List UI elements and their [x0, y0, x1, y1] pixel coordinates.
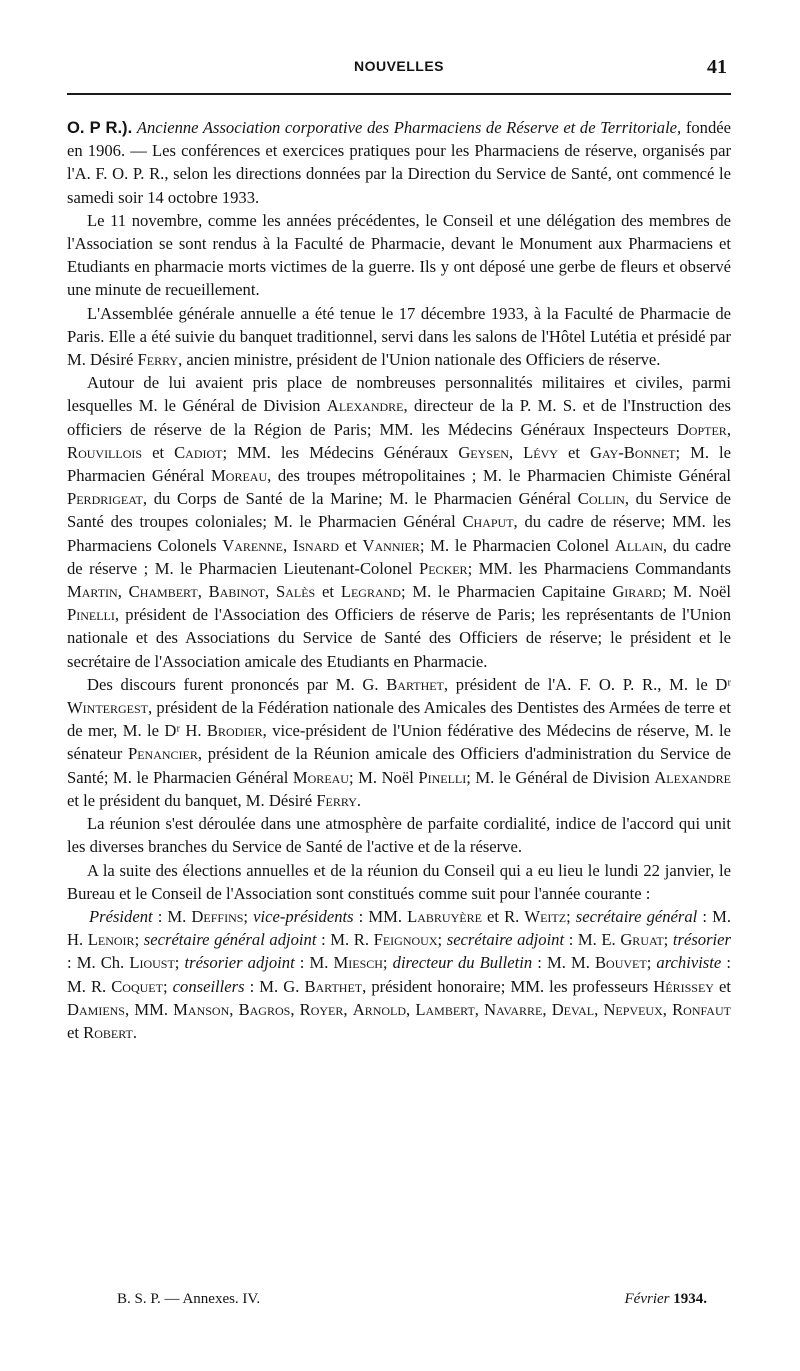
person-name: Chambert	[128, 582, 198, 602]
person-name: Wintergest	[67, 698, 148, 718]
person-name: Deval	[551, 999, 595, 1019]
role-label: secrétaire général	[575, 906, 698, 926]
text-segment: ,	[474, 999, 479, 1019]
person-name: Damiens	[67, 999, 125, 1019]
person-name: Nepveux	[603, 999, 663, 1019]
text-segment: ; M. le Pharmacien Capitaine	[400, 582, 606, 602]
text-segment: ;	[174, 953, 180, 973]
text-segment: : M. H.	[67, 906, 731, 950]
role-label: archiviste	[656, 953, 722, 973]
paragraph-text: fondée en 1906. — Les conférences et exercices pratiques pour les Pharmaciens de réserve, organisés par l'A. F. O. P. R., selon les directions données par la Direction du Service de Santé, ont commencé le samedi soir 14 octobre 1933.	[67, 118, 731, 207]
person-name: Lambert	[415, 999, 475, 1019]
text-segment: , président de l'A. F. O. P. R., M. le Dʳ	[443, 674, 732, 694]
person-name: Dopter	[676, 419, 727, 439]
text-segment: ,	[197, 582, 202, 602]
person-name: Allain	[614, 535, 663, 555]
text-segment: Autour de lui avaient pris place de nombreuses personnalités militaires et civiles, parmi lesquelles M. le Général de Division	[67, 373, 731, 416]
role-label: directeur du Bulletin	[392, 953, 533, 973]
text-segment: , ancien ministre, président de l'Union nationale des Officiers de réserve.	[178, 350, 661, 370]
paragraph-discours	[67, 673, 731, 812]
header-rule	[67, 93, 731, 95]
footer-date	[625, 1291, 707, 1308]
text-segment: et	[67, 1022, 79, 1042]
person-name: Brodier	[206, 721, 263, 741]
text-segment: ;	[437, 930, 443, 950]
text-segment: ; M. Noël	[661, 582, 731, 602]
person-name: Isnard	[292, 535, 340, 555]
person-name: Penancier	[128, 744, 198, 764]
text-segment: , du Corps de Santé de la Marine; M. le Pharmacien Général	[142, 489, 572, 509]
paragraph-bureau	[67, 905, 731, 1044]
text-segment: ;	[162, 976, 168, 996]
text-segment: : M.	[299, 953, 329, 973]
text-segment: Des discours furent prononcés par M. G.	[87, 674, 379, 694]
association-title: Ancienne Association corporative des Pharmaciens de Réserve et de Territoriale,	[136, 118, 682, 137]
person-name: Bouvet	[594, 953, 647, 973]
text-segment: et	[344, 535, 357, 555]
person-name: Navarre	[484, 999, 543, 1019]
person-name: Royer	[299, 999, 344, 1019]
paragraph-11-novembre	[67, 209, 731, 302]
text-segment: et	[568, 442, 580, 462]
person-name: Rouvillois	[67, 442, 143, 462]
text-segment: et le président du banquet, M. Désiré	[67, 790, 313, 810]
person-name: Martin	[67, 582, 118, 602]
text-segment: ; M. le Pharmacien Général	[67, 442, 732, 486]
text-segment: , MM.	[125, 999, 168, 1019]
text-segment: .	[132, 1022, 137, 1042]
person-name: Varenne	[222, 535, 283, 555]
person-name: Coquet	[111, 976, 163, 996]
person-name: Salès	[276, 582, 316, 602]
paragraph-reunion	[67, 812, 731, 858]
paragraph-text: Le 11 novembre, comme les années précédentes, le Conseil et une délégation des membres de l'Association se sont rendus à la Faculté de Pharmacie, devant le Monument aux Pharmaciens et Etudiants en pharmacie morts victimes de la guerre. Ils y ont déposé une gerbe de fleurs et observé une minute de recueillement.	[67, 210, 731, 300]
paragraph-afopr-intro	[67, 116, 731, 209]
person-name: Pinelli	[67, 605, 115, 625]
paragraph-assemblee-generale	[67, 302, 731, 372]
person-name: Alexandre	[326, 396, 404, 416]
text-segment: et	[719, 976, 731, 996]
person-name: Ferry	[137, 350, 179, 370]
text-segment: ,	[265, 582, 270, 602]
person-name: Hérissey	[653, 976, 714, 996]
person-name: Robert	[83, 1022, 133, 1042]
article-body	[67, 116, 731, 1044]
person-name: Barthet	[386, 674, 444, 694]
person-name: Pinelli	[418, 767, 467, 787]
person-name: Bagros	[238, 999, 291, 1019]
text-segment: et	[322, 582, 335, 602]
role-label: trésorier	[672, 930, 731, 950]
person-name: Babinot	[208, 582, 266, 602]
person-name: Chaput	[462, 512, 514, 532]
text-segment: ,	[726, 419, 731, 439]
text-segment: ;	[646, 953, 652, 973]
person-name: Feignoux	[373, 930, 438, 950]
text-segment: et R.	[487, 906, 520, 926]
text-segment: ;	[663, 930, 669, 950]
text-segment: ; M. le Général de Division	[466, 767, 650, 787]
person-name: Gruat	[620, 930, 664, 950]
text-segment: ,	[290, 999, 295, 1019]
text-segment: ; MM. les Pharmaciens Commandants	[467, 558, 731, 578]
person-name: Alexandre	[654, 767, 731, 787]
person-name: Pecker	[419, 558, 468, 578]
text-segment: ,	[343, 999, 348, 1019]
text-segment: : M. M.	[537, 953, 590, 973]
text-segment: ,	[229, 999, 234, 1019]
person-name: Ferry	[316, 790, 357, 810]
text-segment: ; M. Noël	[348, 767, 414, 787]
text-segment: , directeur de la P. M. S. et de l'Instruction des officiers de réserve de la Région de Paris; MM. les Médecins Généraux Inspecteurs	[67, 396, 731, 439]
person-name: Ronfaut	[672, 999, 731, 1019]
role-label: secrétaire adjoint	[446, 930, 565, 950]
paragraph-text: A la suite des élections annuelles et de la réunion du Conseil qui a eu lieu le lundi 22 janvier, le Bureau et le Conseil de l'Association sont constitués comme suit pour l'année courante :	[67, 860, 731, 903]
text-segment: L'Assemblée générale annuelle a été tenue le 17 décembre 1933, à la Faculté de Pharmacie de Paris. Elle a été suivie du banquet traditionnel, servi dans les salons de l'Hôtel Lutétia et présidé par M. Désiré	[67, 303, 731, 370]
person-name: Arnold	[352, 999, 407, 1019]
person-name: Vannier	[362, 535, 420, 555]
text-segment: : MM.	[358, 906, 403, 926]
text-segment: , du Service de Santé des troupes coloniales; M. le Pharmacien Général	[67, 489, 731, 532]
person-name: Deffins	[191, 906, 244, 926]
text-segment: ;	[243, 906, 249, 926]
text-segment: ,	[542, 999, 547, 1019]
text-segment: , du cadre de réserve ; M. le Pharmacien Lieutenant-Colonel	[67, 535, 732, 578]
text-segment: , président de la Réunion amicale des Officiers d'administration du Service de Santé; M. le Pharmacien Général	[67, 744, 731, 787]
text-segment: ,	[282, 535, 288, 555]
person-name: Weitz	[524, 906, 567, 926]
text-segment: et	[152, 442, 165, 462]
person-name: Lenoir	[87, 930, 135, 950]
person-name: Legrand	[340, 582, 401, 602]
person-name: Manson	[173, 999, 230, 1019]
person-name: Collin	[577, 489, 625, 509]
text-segment: , président de l'Association des Officiers de réserve de Paris; les représentants de l'Union nationale et des Associations du Service de Santé des Officiers de réserve; le président et le secrétaire de l'Association amicale des Etudiants en Pharmacie.	[67, 605, 731, 671]
footer-month: Février	[624, 1291, 670, 1307]
role-label: secrétaire général adjoint	[143, 930, 317, 950]
text-segment: , président de la Fédération nationale des Amicales des Dentistes des Armées de terre et de mer, M. le Dʳ H.	[67, 698, 731, 741]
person-name: Barthet	[304, 976, 363, 996]
text-segment: ;	[134, 930, 140, 950]
role-label: Président	[89, 906, 153, 926]
text-segment: , président honoraire; MM. les professeurs	[362, 976, 649, 996]
person-name: Geysen	[458, 442, 509, 462]
text-segment: : M.	[157, 906, 187, 926]
text-segment: : M. G.	[249, 976, 300, 996]
person-name: Labruyère	[407, 906, 482, 926]
person-name: Moreau	[211, 466, 268, 486]
person-name: Lévy	[523, 442, 558, 462]
text-segment: : M. R.	[67, 953, 731, 996]
paragraph-personnalites	[67, 371, 731, 673]
footer-year: 1934.	[673, 1291, 707, 1307]
text-segment: ,	[594, 999, 599, 1019]
paragraph-elections	[67, 859, 731, 905]
role-label: trésorier adjoint	[184, 953, 295, 973]
paragraph-lead: O. P R.).	[67, 118, 133, 137]
person-name: Cadiot	[174, 442, 223, 462]
text-segment: ,	[117, 582, 122, 602]
text-segment: : M. R.	[321, 930, 369, 950]
text-segment: ;	[382, 953, 388, 973]
person-name: Lioust	[129, 953, 175, 973]
person-name: Perdrigeat	[67, 489, 143, 509]
person-name: Moreau	[292, 767, 349, 787]
text-segment: ;	[566, 906, 571, 926]
footer-source: B. S. P. — Annexes. IV.	[117, 1291, 261, 1307]
text-segment: ; M. le Pharmacien Colonel	[419, 535, 610, 555]
text-segment: , des troupes métropolitaines ; M. le Pharmacien Chimiste Général	[267, 466, 731, 486]
text-segment: : M. Ch.	[67, 953, 125, 973]
role-label: vice-présidents	[253, 906, 354, 926]
text-segment: ; MM. les Médecins Généraux	[222, 442, 449, 462]
person-name: Miesch	[333, 953, 383, 973]
page-header	[67, 56, 731, 86]
person-name: Gay-Bonnet	[590, 442, 676, 462]
text-segment: .	[356, 790, 362, 810]
text-segment: ,	[662, 999, 667, 1019]
paragraph-text: La réunion s'est déroulée dans une atmosphère de parfaite cordialité, indice de l'accord qui unit les diverses branches du Service de Santé de l'active et de la réserve.	[67, 814, 731, 857]
text-segment: ,	[406, 999, 411, 1019]
page-number: 41	[707, 56, 727, 78]
role-label: conseillers	[172, 976, 245, 996]
running-title: NOUVELLES	[353, 58, 445, 74]
text-segment: ,	[508, 442, 514, 462]
text-segment: , vice-président de l'Union fédérative des Médecins de réserve, M. le sénateur	[67, 721, 732, 764]
text-segment: : M. E.	[568, 930, 616, 950]
text-segment: , du cadre de réserve; MM. les Pharmaciens Colonels	[67, 512, 731, 555]
person-name: Girard	[612, 582, 662, 602]
